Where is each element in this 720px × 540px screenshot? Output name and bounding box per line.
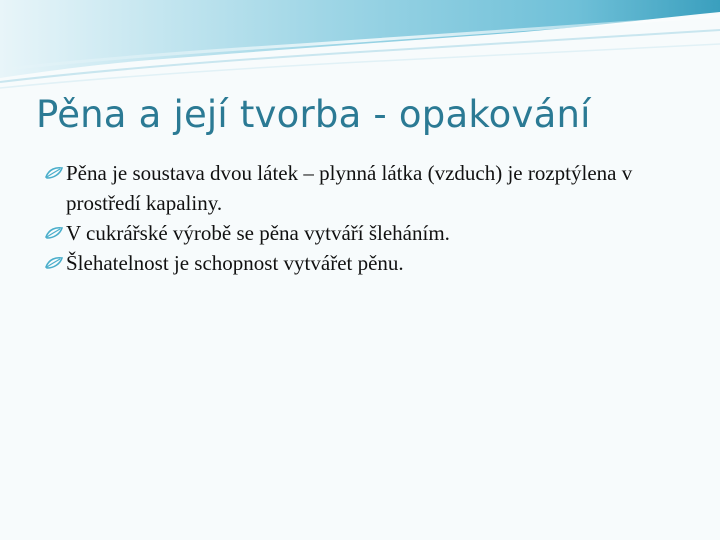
bullet-text: Šlehatelnost je schopnost vytvářet pěnu.	[66, 251, 404, 275]
wave-decoration	[0, 0, 720, 90]
bullet-item	[44, 248, 694, 278]
bullet-text: V cukrářské výrobě se pěna vytváří šleháním.	[66, 221, 450, 245]
bullet-list	[44, 158, 694, 278]
bullet-item	[44, 218, 694, 248]
leaf-bullet-icon	[44, 256, 64, 270]
bullet-text: Pěna je soustava dvou látek – plynná látka (vzduch) je rozptýlena v prostředí kapaliny.	[66, 161, 633, 215]
bullet-item	[44, 158, 694, 218]
leaf-bullet-icon	[44, 226, 64, 240]
slide-title: Pěna a její tvorba - opakování	[36, 93, 591, 136]
leaf-bullet-icon	[44, 166, 64, 180]
